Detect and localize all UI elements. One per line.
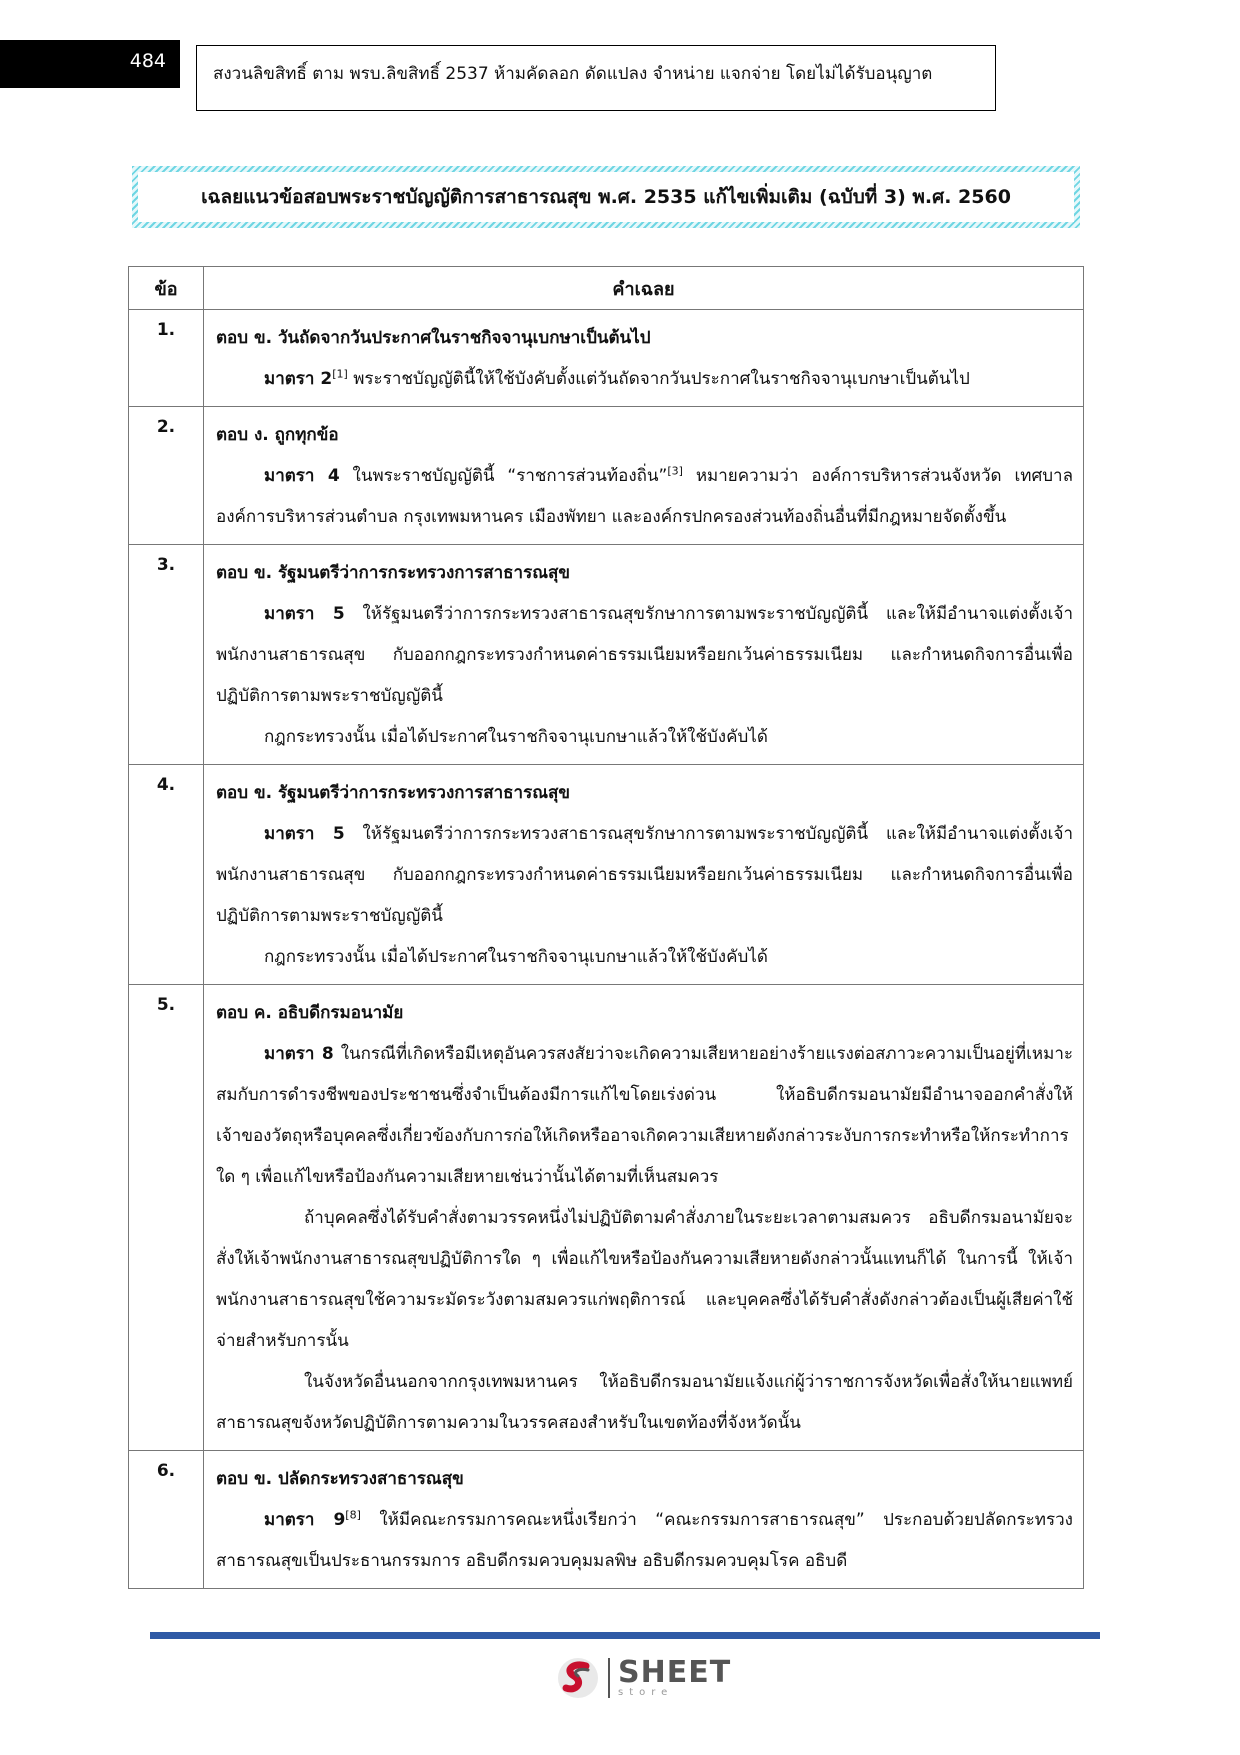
page-number: 484 — [129, 50, 166, 72]
answer-cell — [204, 310, 1084, 407]
answer-title: ตอบ ค. อธิบดีกรมอนามัย — [216, 1003, 404, 1023]
section-text: หมายความว่า องค์การบริหารส่วนจังหวัด เทศบาล องค์การบริหารส่วนตำบล กรุงเทพมหานคร เมืองพัทยา และองค์กรปกครองส่วนท้องถิ่นอื่นที่มีกฎหมายจัดตั้งขึ้น — [216, 466, 1074, 527]
section-label: มาตรา 8 — [264, 1044, 334, 1064]
section-paragraph — [216, 814, 1073, 937]
page-number-box — [0, 40, 180, 88]
column-header-number: ข้อ — [129, 267, 204, 310]
footnote-ref: [8] — [345, 1508, 361, 1522]
answer-cell — [204, 765, 1084, 985]
sheet-store-logo — [556, 1656, 731, 1700]
section-label: มาตรา 9 — [264, 1510, 346, 1530]
table-row — [129, 1451, 1084, 1589]
section-text: ในพระราชบัญญัตินี้ “ราชการส่วนท้องถิ่น” — [339, 466, 668, 486]
logo-text: SHEET — [618, 1655, 732, 1690]
row-number: 5. — [129, 985, 204, 1451]
copyright-notice: สงวนลิขสิทธิ์ ตาม พรบ.ลิขสิทธิ์ 2537 ห้ามคัดลอก ดัดแปลง จำหน่าย แจกจ่าย โดยไม่ได้รับอนุญาต — [196, 45, 996, 111]
section-paragraph: ในจังหวัดอื่นนอกจากกรุงเทพมหานคร ให้อธิบดีกรมอนามัยแจ้งแก่ผู้ว่าราชการจังหวัดเพื่อสั่งให้นายแพทย์สาธารณสุขจังหวัดปฏิบัติการตามความในวรรคสองสำหรับในเขตท้องที่จังหวัดนั้น — [216, 1372, 1073, 1433]
section-label: มาตรา 4 — [264, 466, 340, 486]
answer-cell — [204, 985, 1084, 1451]
row-number: 3. — [129, 545, 204, 765]
footnote-ref: [1] — [332, 367, 348, 381]
logo-s-icon — [556, 1656, 600, 1700]
section-paragraph — [216, 359, 1073, 400]
table-row — [129, 407, 1084, 545]
section-paragraph — [216, 1500, 1073, 1582]
section-paragraph: กฎกระทรวงนั้น เมื่อได้ประกาศในราชกิจจานุเบกษาแล้วให้ใช้บังคับได้ — [264, 727, 768, 747]
section-text: ให้รัฐมนตรีว่าการกระทรวงสาธารณสุขรักษาการตามพระราชบัญญัตินี้ และให้มีอำนาจแต่งตั้งเจ้าพนักงานสาธารณสุข กับออกกฎกระทรวงกำหนดค่าธรรมเนียมหรือยกเว้นค่าธรรมเนียม และกำหนดกิจการอื่นเพื่อปฏิบัติการตามพระราชบัญญัตินี้ — [216, 604, 1073, 706]
answer-title: ตอบ ง. ถูกทุกข้อ — [216, 425, 339, 445]
answer-table — [128, 266, 1084, 1589]
section-paragraph — [216, 594, 1073, 717]
section-paragraph — [216, 1034, 1073, 1198]
logo-wordmark — [618, 1655, 732, 1698]
section-label: มาตรา 5 — [264, 604, 345, 624]
page-title: เฉลยแนวข้อสอบพระราชบัญญัติการสาธารณสุข พ.ศ. 2535 แก้ไขเพิ่มเติม (ฉบับที่ 3) พ.ศ. 2560 — [138, 172, 1074, 222]
footer-divider — [150, 1632, 1100, 1639]
answer-cell — [204, 1451, 1084, 1589]
section-paragraph: กฎกระทรวงนั้น เมื่อได้ประกาศในราชกิจจานุเบกษาแล้วให้ใช้บังคับได้ — [264, 947, 768, 967]
answer-title: ตอบ ข. รัฐมนตรีว่าการกระทรวงการสาธารณสุข — [216, 563, 570, 583]
table-row — [129, 765, 1084, 985]
section-label: มาตรา 2 — [264, 369, 333, 389]
column-header-answer: คำเฉลย — [204, 267, 1084, 310]
section-label: มาตรา 5 — [264, 824, 345, 844]
answer-title: ตอบ ข. วันถัดจากวันประกาศในราชกิจจานุเบกษาเป็นต้นไป — [216, 328, 651, 348]
logo-subtext: store — [618, 1687, 674, 1698]
answer-cell — [204, 407, 1084, 545]
table-row — [129, 985, 1084, 1451]
section-paragraph — [216, 456, 1073, 538]
row-number: 6. — [129, 1451, 204, 1589]
table-row — [129, 310, 1084, 407]
table-row — [129, 545, 1084, 765]
row-number: 4. — [129, 765, 204, 985]
section-text: ให้รัฐมนตรีว่าการกระทรวงสาธารณสุขรักษาการตามพระราชบัญญัตินี้ และให้มีอำนาจแต่งตั้งเจ้าพนักงานสาธารณสุข กับออกกฎกระทรวงกำหนดค่าธรรมเนียมหรือยกเว้นค่าธรรมเนียม และกำหนดกิจการอื่นเพื่อปฏิบัติการตามพระราชบัญญัตินี้ — [216, 824, 1073, 926]
answer-title: ตอบ ข. ปลัดกระทรวงสาธารณสุข — [216, 1469, 464, 1489]
section-text: ในกรณีที่เกิดหรือมีเหตุอันควรสงสัยว่าจะเกิดความเสียหายอย่างร้ายแรงต่อสภาวะความเป็นอยู่ที่เหมาะสมกับการดำรงชีพของประชาชนซึ่งจำเป็นต้องมีการแก้ไขโดยเร่งด่วน ให้อธิบดีกรมอนามัยมีอำนาจออกคำสั่งให้เจ้าของวัตถุหรือบุคคลซึ่งเกี่ยวข้องกับการก่อให้เกิดหรืออาจเกิดความเสียหายดังกล่าวระงับการกระทำหรือให้กระทำการใด ๆ เพื่อแก้ไขหรือป้องกันความเสียหายเช่นว่านั้นได้ตามที่เห็นสมควร — [216, 1044, 1074, 1187]
answer-title: ตอบ ข. รัฐมนตรีว่าการกระทรวงการสาธารณสุข — [216, 783, 570, 803]
section-paragraph: ถ้าบุคคลซึ่งได้รับคำสั่งตามวรรคหนึ่งไม่ปฏิบัติตามคำสั่งภายในระยะเวลาตามสมควร อธิบดีกรมอนามัยจะสั่งให้เจ้าพนักงานสาธารณสุขปฏิบัติการใด ๆ เพื่อแก้ไขหรือป้องกันความเสียหายดังกล่าวนั้นแทนก็ได้ ในการนี้ ให้เจ้าพนักงานสาธารณสุขใช้ความระมัดระวังตามสมควรแก่พฤติการณ์ และบุคคลซึ่งได้รับคำสั่งดังกล่าวต้องเป็นผู้เสียค่าใช้จ่ายสำหรับการนั้น — [216, 1208, 1073, 1351]
section-text: ให้มีคณะกรรมการคณะหนึ่งเรียกว่า “คณะกรรมการสาธารณสุข” ประกอบด้วยปลัดกระทรวงสาธารณสุขเป็นประธานกรรมการ อธิบดีกรมควบคุมมลพิษ อธิบดีกรมควบคุมโรค อธิบดี — [216, 1510, 1073, 1571]
table-header-row — [129, 267, 1084, 310]
logo-divider — [608, 1658, 610, 1698]
title-banner — [132, 166, 1080, 228]
section-text: พระราชบัญญัตินี้ให้ใช้บังคับตั้งแต่วันถัดจากวันประกาศในราชกิจจานุเบกษาเป็นต้นไป — [347, 369, 970, 389]
row-number: 1. — [129, 310, 204, 407]
answer-cell — [204, 545, 1084, 765]
footnote-ref: [3] — [667, 464, 683, 478]
row-number: 2. — [129, 407, 204, 545]
